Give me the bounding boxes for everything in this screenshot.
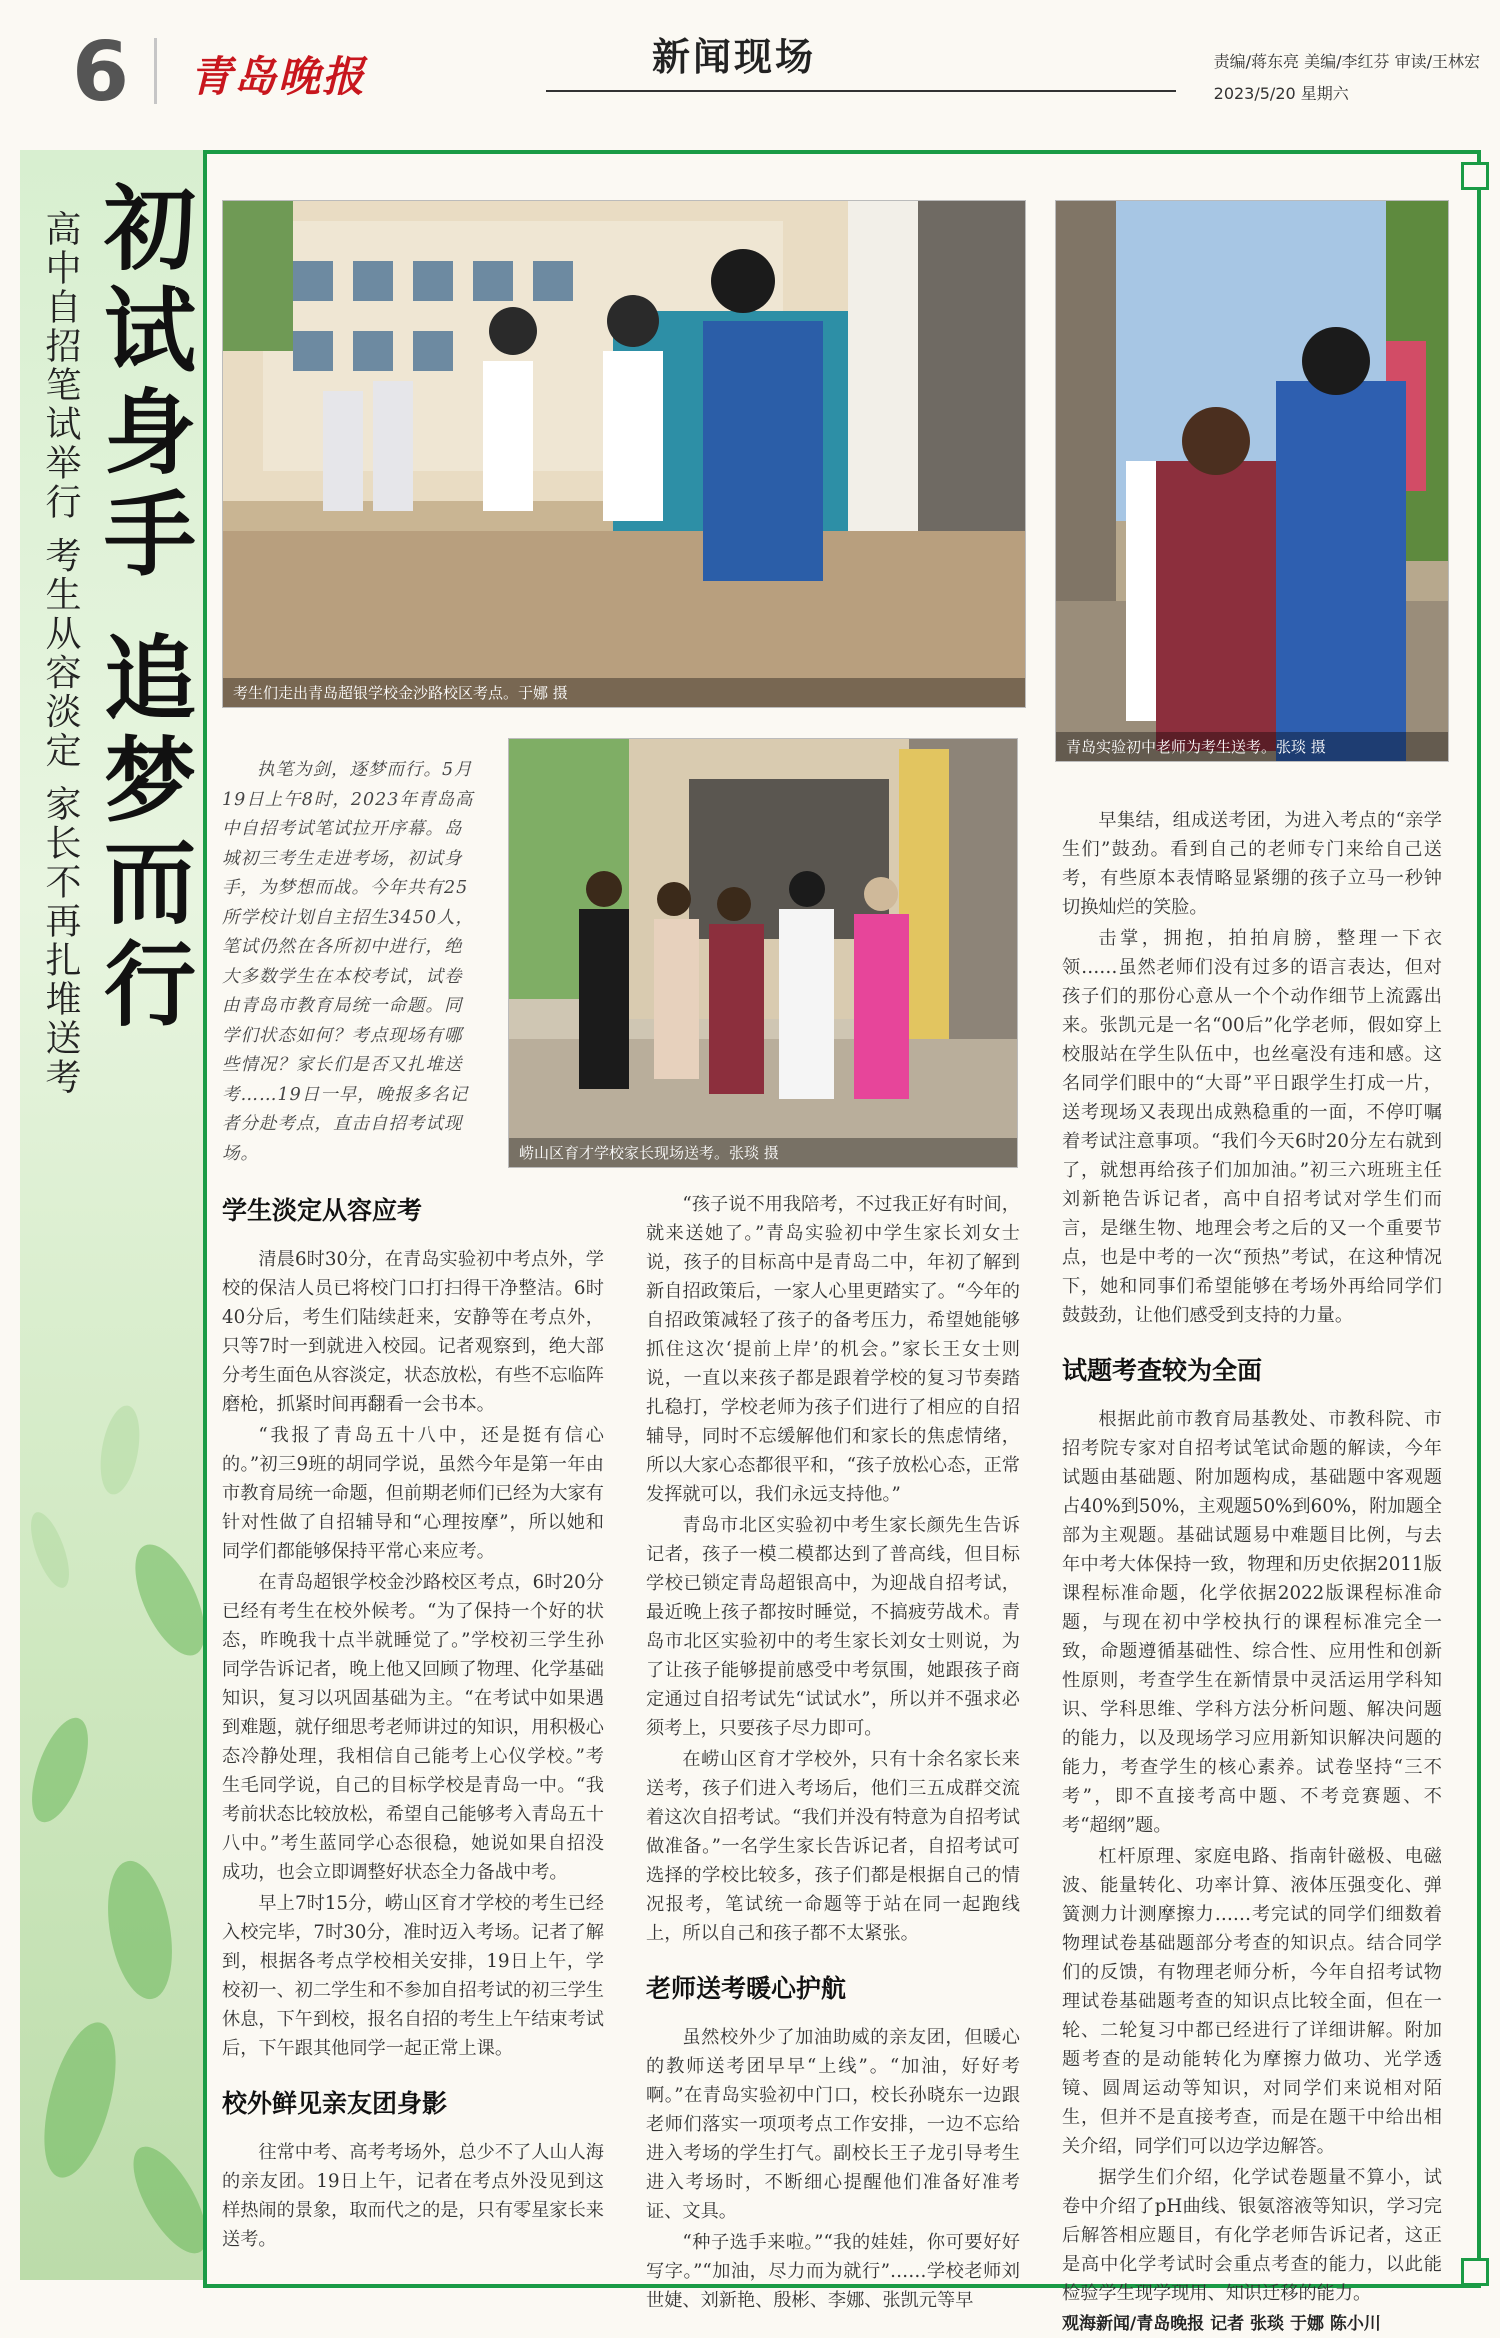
column-1 bbox=[222, 1170, 604, 2256]
subheading: 学生淡定从容应考 bbox=[222, 1196, 423, 1225]
subheading: 校外鲜见亲友团身影 bbox=[222, 2089, 448, 2118]
header-divider bbox=[154, 38, 157, 104]
newspaper-logo: 青岛晚报 bbox=[190, 52, 367, 101]
paragraph: 在青岛超银学校金沙路校区考点，6时20分已经有考生在校外候考。“为了保持一个好的状态，昨晚我十点半就睡觉了。”学校初三学生孙同学告诉记者，晚上他又回顾了物理、化学基础知识，复习以巩固基础为主。“在考试中如果遇到难题，就仔细思考老师讲过的知识，用积极心态冷静处理，我相信自己能考上心仪学校。”考生毛同学说，自己的目标学校是青岛一中。“我考前状态比较放松，希望自己能够考入青岛五十八中。”考生蓝同学心态很稳，她说如果自招没成功，也会立即调整好状态全力备战中考。 bbox=[222, 1572, 604, 1883]
paragraph: 在崂山区育才学校外，只有十余名家长来送考，孩子们进入考场后，他们三五成群交流着这次自招考试。“我们并没有特意为自招考试做准备。”一名学生家长告诉记者，自招考试可选择的学校比较多，孩子们都是根据自己的情况报考，笔试统一命题等于站在同一起跑线上，所以自己和孩子都不太紧张。 bbox=[646, 1749, 1020, 1944]
column-2 bbox=[646, 1190, 1020, 2317]
photo-teacher-image bbox=[1056, 201, 1448, 761]
photo-parents-image bbox=[509, 739, 1017, 1167]
credits-date: 2023/5/20 星期六 bbox=[1213, 84, 1349, 103]
section-title: 新闻现场 bbox=[652, 35, 817, 79]
paragraph: 根据此前市教育局基教处、市教科院、市招考院专家对自招考试笔试命题的解读，今年试题由基础题、附加题构成，基础题中客观题占40%到50%，主观题50%到60%，附加题全部为主观题。基础试题易中难题目比例，与去年中考大体保持一致，物理和历史依据2011版课程标准命题，化学依据2022版课程标准命题，与现在初中学校执行的课程标准完全一致，命题遵循基础性、综合性、应用性和创新性原则，考查学生在新情景中灵活运用学科知识、学科思维、学科方法分析问题、解决问题的能力，以及现场学习应用新知识解决问题的能力，考查学生的核心素养。试卷坚持“三不考”，即不直接考高中题、不考竞赛题、不考“超纲”题。 bbox=[1062, 1409, 1442, 1836]
editor-credits bbox=[1214, 46, 1480, 110]
photo-students-image bbox=[223, 201, 1025, 707]
subheadline: 高中自招笔试举行 考生从容淡定 家长不再扎堆送考 bbox=[40, 210, 81, 1097]
photo-students-leaving bbox=[222, 200, 1026, 708]
photo-caption: 青岛实验初中老师为考生送考。张琰 摄 bbox=[1056, 732, 1448, 761]
paragraph: “我报了青岛五十八中，还是挺有信心的。”初三9班的胡同学说，虽然今年是第一年由市教育局统一命题，但前期老师们已经为大家有针对性做了自招辅导和“心理按摩”，所以她和同学们都能够保持平常心来应考。 bbox=[222, 1425, 604, 1562]
photo-parents bbox=[508, 738, 1018, 1168]
lead-paragraph bbox=[222, 756, 480, 1169]
frame-corner bbox=[1461, 2258, 1489, 2286]
paragraph: 往常中考、高考考场外，总少不了人山人海的亲友团。19日上午，记者在考点外没见到这样热闹的景象，取而代之的是，只有零星家长来送考。 bbox=[222, 2142, 604, 2250]
paragraph: 清晨6时30分，在青岛实验初中考点外，学校的保洁人员已将校门口打扫得干净整洁。6时40分后，考生们陆续赶来，安静等在考点外，只等7时一到就进入校园。记者观察到，绝大部分考生面色从容淡定，状态放松，有些不忘临阵磨枪，抓紧时间再翻看一会书本。 bbox=[222, 1249, 604, 1415]
photo-caption: 崂山区育才学校家长现场送考。张琰 摄 bbox=[509, 1138, 1017, 1167]
paragraph: “种子选手来啦。”“我的娃娃，你可要好好写字。”“加油，尽力而为就行”……学校老师刘世婕、刘新艳、殷彬、李娜、张凯元等早 bbox=[646, 2232, 1020, 2311]
credits-editors: 责编/蒋东亮 美编/李红芬 审读/王林宏 bbox=[1213, 52, 1480, 71]
paragraph: 虽然校外少了加油助威的亲友团，但暖心的教师送考团早早“上线”。“加油，好好考啊。”在青岛实验初中门口，校长孙晓东一边跟老师们落实一项项考点工作安排，一边不忘给进入考场的学生打气。副校长王子龙引导考生进入考场时，不断细心提醒他们准备好准考证、文具。 bbox=[646, 2027, 1020, 2222]
subheading: 老师送考暖心护航 bbox=[646, 1974, 847, 2003]
paragraph: 早集结，组成送考团，为进入考点的“亲学生们”鼓劲。看到自己的老师专门来给自己送考，有些原本表情略显紧绷的孩子立马一秒钟切换灿烂的笑脸。 bbox=[1062, 810, 1442, 918]
page-number: 6 bbox=[72, 25, 130, 120]
paragraph: 击掌，拥抱，拍拍肩膀，整理一下衣领……虽然老师们没有过多的语言表达，但对孩子们的那份心意从一个个动作细节上流露出来。张凯元是一名“00后”化学老师，假如穿上校服站在学生队伍中，也丝毫没有违和感。这名同学们眼中的“大哥”平日跟学生打成一片，送考现场又表现出成熟稳重的一面，不停叮嘱着考试注意事项。“我们今天6时20分左右就到了，就想再给孩子们加加油。”初三六班班主任刘新艳告诉记者，高中自招考试对学生们而言，是继生物、地理会考之后的又一个重要节点，也是中考的一次“预热”考试，在这种情况下，她和同事们希望能够在考场外再给同学们鼓鼓劲，让他们感受到支持的力量。 bbox=[1062, 928, 1442, 1326]
photo-teacher-cheer bbox=[1055, 200, 1449, 762]
paragraph: 早上7时15分，崂山区育才学校的考生已经入校完毕，7时30分，准时迈入考场。记者了解到，根据各考点学校相关安排，19日上午，学校初一、初二学生和不参加自招考试的初三学生休息，下午到校，报名自招的考生上午结束考试后，下午跟其他同学一起正常上课。 bbox=[222, 1893, 604, 2059]
paragraph: 杠杆原理、家庭电路、指南针磁极、电磁波、能量转化、功率计算、液体压强变化、弹簧测力计测摩擦力……考完试的同学们细数着物理试卷基础题部分考查的知识点。结合同学们的反馈，有物理老师分析，今年自招考试物理试卷基础题考查的知识点比较全面，但在一轮、二轮复习中都已经进行了详细讲解。附加题考查的是动能转化为摩擦力做功、光学透镜、圆周运动等知识，对同学们来说相对陌生，但并不是直接考查，而是在题干中给出相关介绍，同学们可以边学边解答。 bbox=[1062, 1846, 1442, 2157]
paragraph: “孩子说不用我陪考，不过我正好有时间，就来送她了。”青岛实验初中学生家长刘女士说，孩子的目标高中是青岛二中，年初了解到新自招政策后，一家人心里更踏实了。“今年的自招政策减轻了孩子的备考压力，希望她能够抓住这次‘提前上岸’的机会。”家长王女士则说，一直以来孩子都是跟着学校的复习节奏踏扎稳打，学校老师为孩子们进行了相应的自招辅导，同时不忘缓解他们和家长的焦虑情绪，所以大家心态都很平和，“孩子放松心态，正常发挥就可以，我们永远支持他。” bbox=[646, 1194, 1020, 1505]
photo-caption: 考生们走出青岛超银学校金沙路校区考点。于娜 摄 bbox=[223, 678, 1025, 707]
paragraph: 据学生们介绍，化学试卷题量不算小，试卷中介绍了pH曲线、银氨溶液等知识，学习完后解答相应题目，有化学老师告诉记者，这正是高中化学考试时会重点考查的能力，以此能检验学生现学现用、知识迁移的能力。 bbox=[1062, 2167, 1442, 2304]
column-3 bbox=[1062, 806, 1442, 2338]
header-rule bbox=[546, 90, 1176, 92]
byline: 观海新闻/青岛晚报 记者 张琰 于娜 陈小川 bbox=[1062, 2314, 1381, 2334]
lead-text: 执笔为剑，逐梦而行。5月19日上午8时，2023年青岛高中自招考试笔试拉开序幕。岛城初三考生走进考场，初试身手，为梦想而战。今年共有25所学校计划自主招生3450人，笔试仍然在各所初中进行，绝大多数学生在本校考试，试卷由青岛市教育局统一命题。同学们状态如何？考点现场有哪些情况？家长们是否又扎堆送考……19日一早，晚报多名记者分赴考点，直击自招考试现场。 bbox=[222, 760, 475, 1164]
frame-corner bbox=[1461, 162, 1489, 190]
headline: 初试身手 追梦而行 bbox=[89, 180, 196, 1039]
subheading: 试题考查较为全面 bbox=[1062, 1356, 1263, 1385]
paragraph: 青岛市北区实验初中考生家长颜先生告诉记者，孩子一模二模都达到了普高线，但目标学校已锁定青岛超银高中，为迎战自招考试，最近晚上孩子都按时睡觉，不搞疲劳战术。青岛市北区实验初中的考生家长刘女士则说，为了让孩子能够提前感受中考氛围，她跟孩子商定通过自招考试先“试试水”，所以并不强求必须考上，只要孩子尽力即可。 bbox=[646, 1515, 1020, 1739]
